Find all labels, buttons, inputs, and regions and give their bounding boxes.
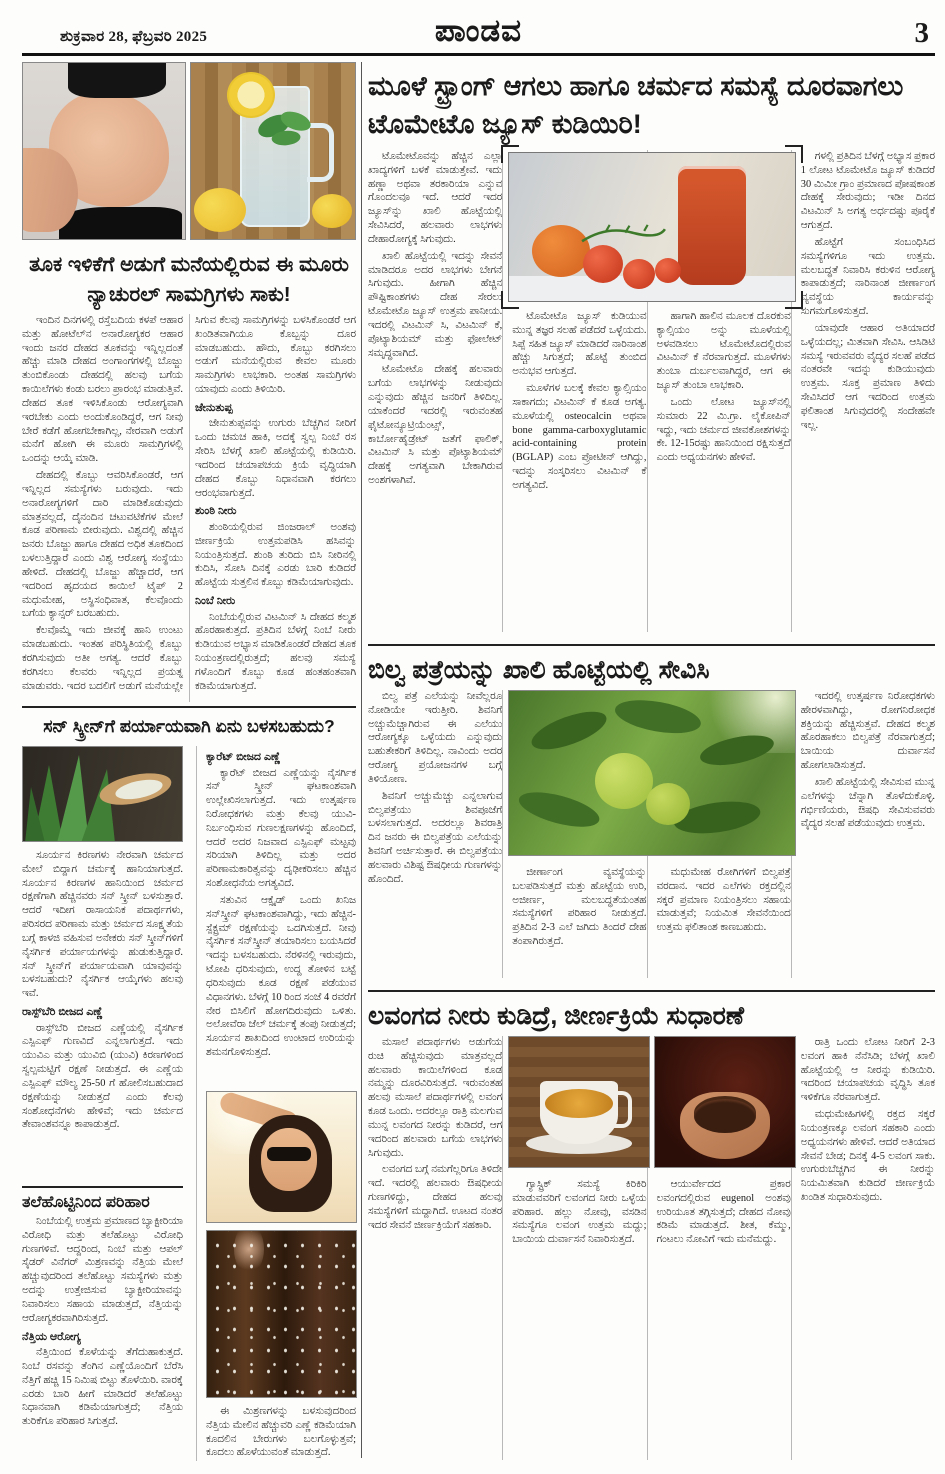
body-paragraph: ಮೂಳೆಗಳ ಬಲಕ್ಕೆ ಕೇವಲ ಕ್ಯಾಲ್ಸಿಯಂ ಸಾಕಾಗದು; ವಿಟಮಿನ್ ಕೆ ಕೂಡ ಅಗತ್ಯ. ಮೂಳೆಯಲ್ಲಿ osteocalcin ಅಥವಾ bone gamma-carboxyglutamic acid-containing protein (BGLAP) ಎಂಬ ಪ್ರೋಟೀನ್ ಆಗಿದ್ದು, ಇದನ್ನು ಸಂಸ್ಕರಿಸಲು ವಿಟಮಿನ್ ಕೆ ಅಗತ್ಯವಿದೆ. [512,383,647,491]
frame-corner-ornament [501,291,519,309]
cup-handle-shape [611,1091,632,1128]
dandruff-flakes-shape [207,1231,356,1397]
bilva-leaves-photo [508,690,796,856]
tomato-photo-frame [508,152,796,302]
tomato-col-1 [368,150,502,632]
bilva-col-4 [791,690,935,978]
bael-fruit-shape [646,783,690,825]
body-paragraph: ಶಿವನಿಗೆ ಅಚ್ಚುಮೆಚ್ಚು ಎನ್ನಲಾಗುವ ಬಿಲ್ವಪತ್ರೆಯು ಶಿವಪೂಜೆಗೆ ಬಳಸಲಾಗುತ್ತದೆ. ಅದರಲ್ಲೂ ಶಿವರಾತ್ರಿ ದಿನ ಜನರು ಈ ಬಿಲ್ವಪತ್ರೆಯ ಎಲೆಯನ್ನು ಶಿವನಿಗೆ ಅರ್ಚಿಸುತ್ತಾರೆ. ಈ ಬಿಲ್ವಪತ್ರೆಯು ಹಲವಾರು ವಿಶಿಷ್ಟ ಔಷಧೀಯ ಗುಣಗಳನ್ನು ಹೊಂದಿದೆ. [368,790,503,885]
section-vertical-divider [361,62,362,1458]
body-paragraph: ಖಾಲಿ ಹೊಟ್ಟೆಯಲ್ಲಿ ಸೇವಿಸುವ ಮುನ್ನ ಎಲೆಗಳನ್ನು ಚೆನ್ನಾಗಿ ತೊಳೆದುಕೊಳ್ಳಿ. ಗರ್ಭಿಣಿಯರು, ಔಷಧಿ ಸೇವಿಸುವವರು ವೈದ್ಯರ ಸಲಹೆ ಪಡೆಯುವುದು ಉತ್ತಮ. [800,776,935,830]
dandruff-text [22,1215,183,1463]
bilva-col-1 [368,690,502,978]
lemon-fruit-shape [194,188,246,232]
body-paragraph: ಜೇನುತುಪ್ಪವನ್ನು ಉಗುರು ಬೆಚ್ಚಗಿನ ನೀರಿಗೆ ಒಂದು ಚಮಚ ಹಾಕಿ, ಅದಕ್ಕೆ ಸ್ವಲ್ಪ ನಿಂಬೆ ರಸ ಸೇರಿಸಿ ಬೆಳಗ್ಗೆ ಖಾಲಿ ಹೊಟ್ಟೆಯಲ್ಲಿ ಕುಡಿಯಿರಿ. ಇದರಿಂದ ಚಯಾಪಚಯ ಕ್ರಿಯೆ ವೃದ್ಧಿಯಾಗಿ ದೇಹದ ಕೊಬ್ಬು ನಿಧಾನವಾಗಿ ಕರಗಲು ಆರಂಭವಾಗುತ್ತದೆ. [195,418,356,499]
body-paragraph: ಸತುವಿನ ಆಕ್ಸೈಡ್ ಒಂದು ಖನಿಜ ಸನ್‌ಸ್ಕ್ರೀನ್ ಘಟಕಾಂಶವಾಗಿದ್ದು, ಇದು ಹೆಚ್ಚಿನ-ಸ್ಪೆಕ್ಟ್ರಮ್ ರಕ್ಷಣೆಯನ್ನು ಒದಗಿಸುತ್ತದೆ. ನೀವು ನೈಸರ್ಗಿಕ ಸನ್‌ಸ್ಕ್ರೀನ್ ತಯಾರಿಸಲು ಬಯಸಿದರೆ ಇದನ್ನು ಬಳಸಬಹುದು. ನೆರಳಿನಲ್ಲಿ ಇರುವುದು, ಟೋಪಿ ಧರಿಸುವುದು, ಉದ್ದ ತೋಳಿನ ಬಟ್ಟೆ ಧರಿಸುವುದು ಕೂಡ ರಕ್ಷಣೆ ಪಡೆಯುವ ವಿಧಾನಗಳು. ಬೆಳಗ್ಗೆ 10 ರಿಂದ ಸಂಜೆ 4 ರವರೆಗೆ ನೇರ ಬಿಸಿಲಿಗೆ ಹೋಗದಿರುವುದು ಒಳಿತು. ಅಲೋವೆರಾ ಜೆಲ್ ಚರ್ಮಕ್ಕೆ ತಂಪು ನೀಡುತ್ತದೆ; ಸೂರ್ಯನ ಶಾಖದಿಂದ ಉಂಟಾದ ಉರಿಯನ್ನು ಶಮನಗೊಳಿಸುತ್ತದೆ. [206,894,356,1059]
tomato-shape [655,258,681,283]
body-paragraph: ಟೊಮೇಟೊ ಜ್ಯೂಸ್ ಕುಡಿಯುವ ಮುನ್ನ ತಜ್ಞರ ಸಲಹೆ ಪಡೆದರೆ ಒಳ್ಳೆಯದು. ಸಿಪ್ಪೆ ಸಹಿತ ಜ್ಯೂಸ್ ಮಾಡಿದರೆ ನಾರಿನಾಂಶ ಹೆಚ್ಚು ಸಿಗುತ್ತದೆ; ಹೊಟ್ಟೆ ತುಂಬಿದ ಅನುಭವ ಆಗುತ್ತದೆ. [512,311,647,378]
bilva-article-body [368,690,935,978]
body-paragraph: ಕ್ಯಾರೆಟ್ ಬೀಜದ ಎಣ್ಣೆಯನ್ನು ನೈಸರ್ಗಿಕ ಸನ್ ಸ್ಕ್ರೀನ್ ಘಟಕಾಂಶವಾಗಿ ಉಲ್ಲೇಖಿಸಲಾಗುತ್ತದೆ. ಇದು ಉತ್ಕರ್ಷಣ ನಿರೋಧಕಗಳು ಮತ್ತು ಕೆಲವು ಯುವಿ-ನಿರ್ಬಂಧಿಸುವ ಗುಣಲಕ್ಷಣಗಳನ್ನು ಹೊಂದಿದೆ, ಆದರೆ ಅದರ ನಿಜವಾದ ಎಸ್ಪಿಎಫ್ ಮಟ್ಟವು ಸರಿಯಾಗಿ ತಿಳಿದಿಲ್ಲ ಮತ್ತು ಅದರ ಪರಿಣಾಮಕಾರಿತ್ವವನ್ನು ದೃಢೀಕರಿಸಲು ಹೆಚ್ಚಿನ ಸಂಶೋಧನೆಯ ಅಗತ್ಯವಿದೆ. [206,767,356,890]
body-paragraph: ರಾತ್ರಿ ಒಂದು ಲೋಟ ನೀರಿಗೆ 2-3 ಲವಂಗ ಹಾಕಿ ನೆನೆಸಿಡಿ; ಬೆಳಗ್ಗೆ ಖಾಲಿ ಹೊಟ್ಟೆಯಲ್ಲಿ ಆ ನೀರನ್ನು ಕುಡಿಯಿರಿ. ಇದರಿಂದ ಚಯಾಪಚಯ ವೃದ್ಧಿಸಿ ತೂಕ ಇಳಿಕೆಗೂ ನೆರವಾಗುತ್ತದೆ. [800,1037,935,1104]
weight-article-headline: ತೂಕ ಇಳಿಕೆಗೆ ಅಡುಗೆ ಮನೆಯಲ್ಲಿರುವ ಈ ಮೂರು ನ್ಯಾಚುರಲ್ ಸಾಮಗ್ರಿಗಳು ಸಾಕು! [29,253,349,306]
belly-fat-photo [22,62,186,240]
sun-protection-photo [206,1091,357,1223]
tea-liquid-shape [545,1089,612,1118]
body-paragraph: ನಿಂಬೆಯಲ್ಲಿರುವ ವಿಟಮಿನ್ ಸಿ ದೇಹದ ಕಲ್ಮಶ ಹೊರಹಾಕುತ್ತದೆ. ಪ್ರತಿದಿನ ಬೆಳಗ್ಗೆ ನಿಂಬೆ ನೀರು ಕುಡಿಯುವ ಅಭ್ಯಾಸ ಮಾಡಿಕೊಂಡರೆ ದೇಹದ ತೂಕ ನಿಯಂತ್ರಣದಲ್ಲಿರುತ್ತದೆ; ಹಲವು ಸಮಸ್ಯೆ ಗಳೊಂದಿಗೆ ಕೊಬ್ಬು ಕೂಡ ಹಂತಹಂತವಾಗಿ ಕಡಿಮೆಯಾಗುತ್ತದೆ. [195,611,356,692]
tomato-juice-photo [508,152,796,302]
masthead [22,0,935,52]
frame-corner-ornament [501,145,519,163]
mint-leaves-shape [250,102,322,155]
frame-corner-ornament [785,291,803,309]
black-top-band-shape [68,62,165,98]
sub-heading: ಜೇನುತುಪ್ಪ [195,401,233,414]
clove-col-1 [368,1036,502,1460]
sub-heading: ನೆತ್ತಿಯ ಆರೋಗ್ಯ [22,1330,81,1343]
body-paragraph: ಟೊಮೇಟೊ ದೇಹಕ್ಕೆ ಹಲವಾರು ಬಗೆಯ ಲಾಭಗಳನ್ನು ನೀಡುವುದು ಎನ್ನುವುದು ಹೆಚ್ಚಿನ ಜನರಿಗೆ ತಿಳಿದಿಲ್ಲ. ಯಾಕೆಂದರೆ ಇದರಲ್ಲಿ ಇರುವಂತಹ ಫೈಟೋನ್ಯೂಟ್ರಿಯೆಂಟ್ಸ್, ಕಾರ್ಬೋಹೈಡ್ರೇಟ್ ಜತೆಗೆ ಫಾಲಿಕ್, ವಿಟಮಿನ್ ಸಿ ಮತ್ತು ಪೊಟ್ಯಾಶಿಯಮ್ ದೇಹಕ್ಕೆ ಅಗತ್ಯವಾಗಿ ಬೇಕಾಗಿರುವ ಅಂಶಗಳಾಗಿವೆ. [368,364,503,487]
body-paragraph: ಖಾಲಿ ಹೊಟ್ಟೆಯಲ್ಲಿ ಇದನ್ನು ಸೇವನೆ ಮಾಡಿದರೂ ಅದರ ಲಾಭಗಳು ಬೇಗನೆ ಸಿಗುವುದು. ಹೀಗಾಗಿ ಹೆಚ್ಚಿನ ಪೌಷ್ಟಿಕಾಂಶಗಳು ದೇಹ ಸೇರಲು ಟೊಮೇಟೊ ಜ್ಯೂಸ್ ಉತ್ತಮ ಪಾನೀಯ. ಇದರಲ್ಲಿ ವಿಟಮಿನ್ ಸಿ, ವಿಟಮಿನ್ ಕೆ, ಪೊಟ್ಯಾಶಿಯಮ್ ಮತ್ತು ಫೋಲೇಟ್ ಸಮೃದ್ಧವಾಗಿದೆ. [368,250,503,359]
lemon-water-photo [190,62,356,240]
weight-article-body [22,314,356,702]
sub-heading: ಕ್ಯಾರೆಟ್ ಬೀಜದ ಎಣ್ಣೆ [206,751,281,763]
sub-heading: ನಿಂಬೆ ನೀರು [195,595,236,608]
sunglasses-shape [267,1147,312,1161]
body-paragraph: ಇದರಲ್ಲಿ ಉತ್ಕರ್ಷಣ ನಿರೋಧಕಗಳು ಹೇರಳವಾಗಿದ್ದು, ರೋಗನಿರೋಧಕ ಶಕ್ತಿಯನ್ನು ಹೆಚ್ಚಿಸುತ್ತವೆ. ದೇಹದ ಕಲ್ಮಶ ಹೊರಹಾಕಲು ಬಿಲ್ವಪತ್ರೆ ನೆರವಾಗುತ್ತದೆ; ಬಾಯಿಯ ದುರ್ವಾಸನೆ ಹೋಗಲಾಡಿಸುತ್ತದೆ. [800,691,935,772]
body-paragraph: ಲವಂಗದ ಬಗ್ಗೆ ನಮಗೆಲ್ಲರಿಗೂ ತಿಳಿದೇ ಇದೆ. ಇದರಲ್ಲಿ ಹಲವಾರು ಔಷಧೀಯ ಗುಣಗಳಿದ್ದು, ದೇಹದ ಹಲವು ಸಮಸ್ಯೆಗಳಿಗೆ ಮದ್ದಾಗಿದೆ. ಊಟದ ನಂತರ ಇದರ ಸೇವನೆ ಜೀರ್ಣಕ್ರಿಯೆಗೆ ಸಹಕಾರಿ. [368,1164,503,1231]
juice-glass-shape [678,166,747,284]
clove-article-headline: ಲವಂಗದ ನೀರು ಕುಡಿದ್ರೆ, ಜೀರ್ಣಕ್ರಿಯೆ ಸುಧಾರಣೆ [368,990,935,1038]
clove-pile-shape [694,1099,756,1133]
body-paragraph: ಗಳಲ್ಲಿ ಪ್ರತಿದಿನ ಬೆಳಗ್ಗೆ ಅಭ್ಯಾಸ ಪ್ರಕಾರ 1 ಲೋಟ ಟೊಮೇಟೊ ಜ್ಯೂಸ್ ಕುಡಿದರೆ 30 ಮಿಮೀ ಗ್ರಾಂ ಪ್ರಮಾಣದ ಪೋಷಕಾಂಶ ದೇಹಕ್ಕೆ ಸೇರುವುದು; ಇಡೀ ದಿನದ ವಿಟಮಿನ್ ಸಿ ಅಗತ್ಯ ಅರ್ಧದಷ್ಟು ಪೂರೈಕೆ ಆಗುತ್ತದೆ. [800,151,935,232]
body-paragraph: ದೇಹದಲ್ಲಿ ಕೊಬ್ಬು ಆವರಿಸಿಕೊಂಡರೆ, ಆಗ ಇನ್ನಿಲ್ಲದ ಸಮಸ್ಯೆಗಳು ಬರುವುದು. ಇದು ಅನಾರೋಗ್ಯಗಳಿಗೆ ದಾರಿ ಮಾಡಿಕೊಡುವುದು ಮಾತ್ರವಲ್ಲದೆ, ದೈನಂದಿನ ಚಟುವಟಿಕೆಗಳ ಮೇಲೆ ಕೂಡ ಪರಿಣಾಮ ಬೀರುವುದು. ವಿಶ್ವದಲ್ಲಿ ಹೆಚ್ಚಿನ ಜನರು ಬೊಜ್ಜು ಹಾಗೂ ದೇಹದ ಅಧಿಕ ತೂಕದಿಂದ ಬಳಲುತ್ತಿದ್ದಾರೆ ಎಂದು ವಿಶ್ವ ಆರೋಗ್ಯ ಸಂಸ್ಥೆಯು ಹೇಳಿದೆ. ದೇಹದಲ್ಲಿ ಬೊಜ್ಜು ಹೆಚ್ಚಾದರೆ, ಆಗ ಇದರಿಂದ ಹೃದಯದ ಕಾಯಿಲೆ ಟೈಪ್ 2 ಮಧುಮೇಹ, ಅಸ್ಥಿಸಂಧಿವಾತ, ಕೆಲವೊಂದು ಬಗೆಯ ಕ್ಯಾನ್ಸರ್ ಬರಬಹುದು. [22,470,183,620]
masthead-date: ಶುಕ್ರವಾರ 28, ಫೆಬ್ರವರಿ 2025 [60,29,208,45]
tomato-vine-shape [572,224,675,245]
page-number: 3 [914,17,929,49]
body-paragraph: ಮಧುಮೇಹ ರೋಗಿಗಳಿಗೆ ಬಿಲ್ವಪತ್ರೆ ವರದಾನ. ಇದರ ಎಲೆಗಳು ರಕ್ತದಲ್ಲಿನ ಸಕ್ಕರೆ ಪ್ರಮಾಣ ನಿಯಂತ್ರಿಸಲು ಸಹಾಯ ಮಾಡುತ್ತವೆ; ನಿಯಮಿತ ಸೇವನೆಯಿಂದ ಉತ್ತಮ ಫಲಿತಾಂಶ ಕಾಣಬಹುದು. [656,867,791,934]
body-paragraph: ನೆತ್ತಿಯಿಂದ ಕೊಳೆಯನ್ನು ತೆಗೆದುಹಾಕುತ್ತದೆ. ನಿಂಬೆ ರಸವನ್ನು ತೆಂಗಿನ ಎಣ್ಣೆಯೊಂದಿಗೆ ಬೆರೆಸಿ ನೆತ್ತಿಗೆ ಹಚ್ಚಿ 15 ನಿಮಿಷ ಬಿಟ್ಟು ತೊಳೆಯಿರಿ. ವಾರಕ್ಕೆ ಎರಡು ಬಾರಿ ಹೀಗೆ ಮಾಡಿದರೆ ತಲೆಹೊಟ್ಟು ನಿಧಾನವಾಗಿ ಕಡಿಮೆಯಾಗುತ್ತದೆ; ನೆತ್ತಿಯ ತುರಿಕೆಗೂ ಪರಿಹಾರ ಸಿಗುತ್ತದೆ. [22,1347,183,1428]
body-paragraph: ಈ ಮಿಶ್ರಣಗಳನ್ನು ಬಳಸುವುದರಿಂದ ನೆತ್ತಿಯ ಮೇಲಿನ ಹೆಚ್ಚುವರಿ ಎಣ್ಣೆ ಕಡಿಮೆಯಾಗಿ ಕೂದಲಿನ ಬೇರುಗಳು ಬಲಗೊಳ್ಳುತ್ತವೆ; ಕೂದಲು ಹೊಳೆಯುವಂತೆ ಮಾಡುತ್ತದೆ. [206,1406,356,1459]
body-paragraph: ಇಂದಿನ ದಿನಗಳಲ್ಲಿ ರಸ್ತೆಬದಿಯ ಕಳಪೆ ಆಹಾರ ಮತ್ತು ಹೋಟೆಲ್‌ನ ಅನಾರೋಗ್ಯಕರ ಆಹಾರ ಇಂದು ಜನರ ದೇಹದ ತೂಕವನ್ನು ಇನ್ನಿಲ್ಲದಂತೆ ಹೆಚ್ಚು ಮಾಡಿ ದೇಹದ ಅಂಗಾಂಗಗಳಲ್ಲಿ ಬೊಜ್ಜು ತುಂಬಿಕೊಂಡು ದೇಹದಲ್ಲಿ ಹಲವು ಬಗೆಯ ಕಾಯಿಲೆಗಳು ಕಂಡು ಬರಲು ಪ್ರಾರಂಭ ಮಾಡುತ್ತಿವೆ. ದೇಹದ ತೂಕ ಇಳಿಸಿಕೊಂಡು ಆರೋಗ್ಯವಾಗಿ ಇರಬೇಕು ಎಂದು ಅಂದುಕೊಂಡಿದ್ದರೆ, ಆಗ ನೀವು ಬೇರೆ ಕಡೆಗೆ ಹೋಗಬೇಕಾಗಿಲ್ಲ, ನೇರವಾಗಿ ಅಡುಗೆ ಮನೆಗೆ ಹೋಗಿ ಈ ಮೂರು ಸಾಮಗ್ರಿಗಳಲ್ಲಿ ಒಂದನ್ನು ಆಯ್ಕೆ ಮಾಡಿ. [22,315,183,465]
left-section [22,62,356,1458]
body-paragraph: ಮಸಾಲೆ ಪದಾರ್ಥಗಳು ಅಡುಗೆಯ ರುಚಿ ಹೆಚ್ಚಿಸುವುದು ಮಾತ್ರವಲ್ಲದೆ ಹಲವಾರು ಕಾಯಿಲೆಗಳಿಂದ ಕೂಡ ನಮ್ಮನ್ನು ದೂರವಿರಿಸುತ್ತದೆ. ಇರುವಂತಹ ಹಲವು ಮಸಾಲೆ ಪದಾರ್ಥಗಳಲ್ಲಿ ಲವಂಗ ಕೂಡ ಒಂದು. ಅದರಲ್ಲೂ ರಾತ್ರಿ ಮಲಗುವ ಮುನ್ನ ಲವಂಗದ ನೀರನ್ನು ಕುಡಿದರೆ, ಆಗ ಇದರಿಂದ ಹಲವಾರು ಬಗೆಯ ಲಾಭಗಳು ಸಿಗುವುದು. [368,1037,503,1159]
body-paragraph: ಆಯುರ್ವೇದದ ಪ್ರಕಾರ ಲವಂಗದಲ್ಲಿರುವ eugenol ಅಂಶವು ಉರಿಯೂತ ತಗ್ಗಿಸುತ್ತದೆ; ದೇಹದ ನೋವು ಕಡಿಮೆ ಮಾಡುತ್ತದೆ. ಶೀತ, ಕೆಮ್ಮು, ಗಂಟಲು ನೋವಿಗೆ ಇದು ಮನೆಮದ್ದು. [656,1179,791,1246]
body-paragraph: ಗ್ಯಾಸ್ಟ್ರಿಕ್ ಸಮಸ್ಯೆ ಕಿರಿಕಿರಿ ಮಾಡುವವರಿಗೆ ಲವಂಗದ ನೀರು ಒಳ್ಳೆಯ ಪರಿಹಾರ. ಹಲ್ಲು ನೋವು, ವಸಡಿನ ಸಮಸ್ಯೆಗೂ ಲವಂಗ ಉತ್ತಮ ಮದ್ದು; ಬಾಯಿಯ ದುರ್ವಾಸನೆ ನಿವಾರಿಸುತ್ತದೆ. [512,1179,647,1246]
body-paragraph: ನಿಂಬೆಯಲ್ಲಿ ಉತ್ತಮ ಪ್ರಮಾಣದ ಬ್ಯಾಕ್ಟೀರಿಯಾ ವಿರೋಧಿ ಮತ್ತು ತಲೆಹೊಟ್ಟು ವಿರೋಧಿ ಗುಣಗಳಿವೆ. ಆದ್ದರಿಂದ, ನಿಂಬೆ ಮತ್ತು ಆಪಲ್ ಸೈಡರ್ ವಿನೆಗರ್ ಮಿಶ್ರಣವನ್ನು ನೆತ್ತಿಯ ಮೇಲೆ ಹಚ್ಚುವುದರಿಂದ ತಲೆಹೊಟ್ಟು ಸಮಸ್ಯೆಗಳು ಮತ್ತು ಅದನ್ನು ಉತ್ತೇಜಿಸುವ ಬ್ಯಾಕ್ಟೀರಿಯಾವನ್ನು ನಿವಾರಿಸಲು ಸಹಾಯ ಮಾಡುತ್ತದೆ, ನೆತ್ತಿಯನ್ನು ಆರೋಗ್ಯಕರವಾಗಿರಿಸುತ್ತದೆ. [22,1216,183,1324]
body-paragraph: ಒಂದು ಲೋಟ ಜ್ಯೂಸ್‌ನಲ್ಲಿ ಸುಮಾರು 22 ಮಿ.ಗ್ರಾ. ಲೈಕೋಪಿನ್ ಇದ್ದು, ಇದು ಚರ್ಮದ ಜೀವಕೋಶಗಳನ್ನು ಕೇ. 12-15ರಷ್ಟು ಹಾನಿಯಿಂದ ರಕ್ಷಿಸುತ್ತದೆ ಎಂದು ಅಧ್ಯಯನಗಳು ಹೇಳಿವೆ. [656,396,791,464]
black-bottom-band-shape [59,207,182,240]
body-paragraph: ಬಿಲ್ವ ಪತ್ರೆ ಎಲೆಯನ್ನು ನೀವೆಲ್ಲರೂ ನೋಡಿಯೇ ಇರುತ್ತೀರಿ. ಶಿವನಿಗೆ ಅಚ್ಚುಮೆಚ್ಚಾಗಿರುವ ಈ ಎಲೆಯು ಆರೋಗ್ಯಕ್ಕೂ ಒಳ್ಳೆಯದು ಎನ್ನುವುದು ಬಹುತೇಕರಿಗೆ ತಿಳಿದಿಲ್ಲ. ನಾವಿಂದು ಅದರ ಆರೋಗ್ಯ ಪ್ರಯೋಜನಗಳ ಬಗ್ಗೆ ತಿಳಿಯೋಣ. [368,691,503,785]
clove-col-4 [791,1036,935,1460]
weight-article-photos [22,62,356,240]
dandruff-hair-photo [206,1230,357,1398]
body-paragraph: ಯಾವುದೇ ಆಹಾರ ಅತಿಯಾದರೆ ಒಳ್ಳೆಯದಲ್ಲ; ಮಿತವಾಗಿ ಸೇವಿಸಿ. ಆಸಿಡಿಟಿ ಸಮಸ್ಯೆ ಇರುವವರು ವೈದ್ಯರ ಸಲಹೆ ಪಡೆದ ನಂತರವೇ ಇದನ್ನು ಕುಡಿಯುವುದು ಉತ್ತಮ. ಸೂಕ್ತ ಪ್ರಮಾಣ ತಿಳಿದು ಸೇವಿಸಿದರೆ ಆಗ ಇದರಿಂದ ಉತ್ತಮ ಫಲಿತಾಂಶ ಸಿಗುವುದರಲ್ಲಿ ಸಂದೇಹವೇ ಇಲ್ಲ. [800,322,935,431]
right-section [368,62,935,1462]
dandruff-right-text [206,1405,356,1461]
clove-article-body [368,1036,935,1460]
cloves-in-hands-photo [654,1036,796,1168]
body-paragraph: ಹಾಗಾಗಿ ಹಾಲಿನ ಮೂಲಕ ದೊರಕುವ ಕ್ಯಾಲ್ಸಿಯಂ ಅನ್ನು ಮೂಳೆಯಲ್ಲಿ ಅಳವಡಿಸಲು ಟೊಮೇಟೊದಲ್ಲಿರುವ ವಿಟಮಿನ್ ಕೆ ನೆರವಾಗುತ್ತದೆ. ಮೂಳೆಗಳು ತುಂಬಾ ದುರ್ಬಲವಾಗಿದ್ದರೆ, ಆಗ ಈ ಜ್ಯೂಸ್ ತುಂಬಾ ಲಾಭಕಾರಿ. [656,311,791,392]
sunscreen-left-text [22,849,183,1181]
lemon-wedge-shape [312,194,352,228]
sunscreen-left-column [22,746,183,1463]
tomato-col-4 [791,150,935,632]
body-paragraph: ಸೂರ್ಯನ ಕಿರಣಗಳು ನೇರವಾಗಿ ಚರ್ಮದ ಮೇಲೆ ಬಿದ್ದಾಗ ಚರ್ಮಕ್ಕೆ ಹಾನಿಯಾಗುತ್ತದೆ. ಸೂರ್ಯನ ಕಿರಣಗಳ ಹಾನಿಯಿಂದ ಚರ್ಮದ ರಕ್ಷಣೆಗಾಗಿ ಹೆಚ್ಚಿನವರು ಸನ್ ಸ್ಕ್ರೀನ್ ಬಳಸುತ್ತಾರೆ. ಆದರೆ ಇದೀಗ ರಾಸಾಯನಿಕ ಪದಾರ್ಥಗಳು, ಪರಿಸರದ ಪರಿಣಾಮ ಮತ್ತು ಚರ್ಮದ ಸೂಕ್ಷ್ಮತೆಯ ಬಗ್ಗೆ ಕಾಳಜಿ ವಹಿಸುವ ಅನೇಕರು ಸನ್ ಸ್ಕ್ರೀನ್‌ಗಳಿಗೆ ನೈಸರ್ಗಿಕ ಪರ್ಯಾಯಗಳನ್ನು ಹುಡುಕುತ್ತಿದ್ದಾರೆ. ಸನ್ ಸ್ಕ್ರೀನ್‌ಗೆ ಪರ್ಯಾಯವಾಗಿ ಯಾವುವನ್ನು ಬಳಸಬಹುದು? ನೈಸರ್ಗಿಕ ಆಯ್ಕೆಗಳು ಹಲವು ಇವೆ. [22,850,183,1000]
body-paragraph: ಟೊಮೇಟೊವನ್ನು ಹೆಚ್ಚಿನ ಎಲ್ಲಾ ಖಾದ್ಯಗಳಿಗೆ ಬಳಕೆ ಮಾಡುತ್ತೇವೆ. ಇದು ಹಣ್ಣಾ ಅಥವಾ ತರಕಾರಿಯಾ ಎನ್ನುವ ಗೊಂದಲವೂ ಇದೆ. ಆದರೆ ಇದರ ಜ್ಯೂಸ್‌ನ್ನು ಖಾಲಿ ಹೊಟ್ಟೆಯಲ್ಲಿ ಸೇವಿಸಿದರೆ, ಹಲವಾರು ಲಾಭಗಳು ದೇಹಾರೋಗ್ಯಕ್ಕೆ ಸಿಗುವುದು. [368,151,503,245]
masthead-rule [22,53,935,56]
body-paragraph: ಕೆಲವೊಮ್ಮೆ ಇದು ಜೀವಕ್ಕೆ ಹಾನಿ ಉಂಟು ಮಾಡಬಹುದು. ಇಂತಹ ಪರಿಸ್ಥಿತಿಯಲ್ಲಿ ಕೊಬ್ಬು ಕರಗಿಸುವುದು ಅತೀ ಅಗತ್ಯ. ಆದರೆ ಕೊಬ್ಬು ಕರಗಿಸಲು ಕೆಲವರು ಇನ್ನಿಲ್ಲದ ಪ್ರಯತ್ನ ಮಾಡುವರು. ಇದರ ಬದಲಿಗೆ ಅಡುಗೆ ಮನೆಯಲ್ಲೇ ಸಿಗುವ ಕೆಲವು ಸಾಮಗ್ರಿಗಳನ್ನು ಬಳಸಿಕೊಂಡರೆ ಆಗ ಖಂಡಿತವಾಗಿಯೂ ಕೊಬ್ಬನ್ನು ದೂರ ಮಾಡಬಹುದು. ಹೌದು, ಕೊಬ್ಬು ಕರಗಿಸಲು ಅಡುಗೆ ಮನೆಯಲ್ಲಿರುವ ಕೇವಲ ಮೂರು ಸಾಮಗ್ರಿಗಳು ಲಾಭಕಾರಿ. ಅಂತಹ ಸಾಮಗ್ರಿಗಳು ಯಾವುದು ಎಂದು ತಿಳಿಯಿರಿ. [22,315,356,692]
bael-fruit-shape [595,753,653,809]
tomato-article-headline: ಮೂಳೆ ಸ್ಟ್ರಾಂಗ್ ಆಗಲು ಹಾಗೂ ಚರ್ಮದ ಸಮಸ್ಯೆ ದೂರವಾಗಲು ಟೊಮೇಟೊ ಜ್ಯೂಸ್ ಕುಡಿಯಿರಿ! [368,71,904,139]
frame-corner-ornament [785,145,803,163]
body-paragraph: ಹೊಟ್ಟೆಗೆ ಸಂಬಂಧಿಸಿದ ಸಮಸ್ಯೆಗಳಿಗೂ ಇದು ಉತ್ತಮ. ಮಲಬದ್ಧತೆ ನಿವಾರಿಸಿ ಕರುಳಿನ ಆರೋಗ್ಯ ಕಾಪಾಡುತ್ತದೆ; ನಾರಿನಾಂಶ ಜೀರ್ಣಾಂಗ ವ್ಯವಸ್ಥೆಯ ಕಾರ್ಯವನ್ನು ಸುಗಮಗೊಳಿಸುತ್ತದೆ. [800,236,935,318]
sunscreen-article-body [22,746,356,1458]
body-paragraph: ರಾಸ್ಪ್‌ಬೆರಿ ಬೀಜದ ಎಣ್ಣೆಯಲ್ಲಿ ನೈಸರ್ಗಿಕ ಎಸ್ಪಿಎಫ್ ಗುಣವಿದೆ ಎನ್ನಲಾಗುತ್ತದೆ. ಇದು ಯುವಿಎ ಮತ್ತು ಯುವಿಬಿ (ಯುವಿ) ಕಿರಣಗಳಿಂದ ಸ್ವಲ್ಪಮಟ್ಟಿಗೆ ರಕ್ಷಣೆ ನೀಡುತ್ತದೆ. ಈ ಎಣ್ಣೆಯ ಎಸ್ಪಿಎಫ್ ಮೌಲ್ಯ 25-50 ಗೆ ಹೋಲಿಸಬಹುದಾದ ರಕ್ಷಣೆಯನ್ನು ನೀಡುತ್ತದೆ ಎಂದು ಕೆಲವು ಸಂಶೋಧನೆಗಳು ಹೇಳಿವೆ; ಇದು ಚರ್ಮದ ತೇವಾಂಶವನ್ನೂ ಕಾಪಾಡುತ್ತದೆ. [22,1022,183,1131]
tomato-article-body [368,150,935,632]
body-paragraph: ಶುಂಠಿಯಲ್ಲಿರುವ ಜಿಂಜರಾಲ್ ಅಂಶವು ಜೀರ್ಣಕ್ರಿಯೆ ಉತ್ತಮಪಡಿಸಿ ಹಸಿವನ್ನು ನಿಯಂತ್ರಿಸುತ್ತದೆ. ಶುಂಠಿ ತುರಿದು ಬಿಸಿ ನೀರಿನಲ್ಲಿ ಕುದಿಸಿ, ಸೋಸಿ ದಿನಕ್ಕೆ ಎರಡು ಬಾರಿ ಕುಡಿದರೆ ಹೊಟ್ಟೆಯ ಸುತ್ತಲಿನ ಕೊಬ್ಬು ಕಡಿಮೆಯಾಗುವುದು. [195,521,356,589]
sunscreen-article-headline: ಸನ್ ಸ್ಕ್ರೀನ್‌ಗೆ ಪರ್ಯಾಯವಾಗಿ ಏನು ಬಳಸಬಹುದು? [22,706,356,741]
dandruff-headline: ತಲೆಹೊಟ್ಟಿನಿಂದ ಪರಿಹಾರ [22,1186,183,1215]
masthead-title: ಪಾಂಡವ [434,13,523,48]
aloe-vera-photo [22,746,183,842]
sub-heading: ರಾಸ್ಪ್‌ಬೆರಿ ಬೀಜದ ಎಣ್ಣೆ [22,1006,103,1019]
bilva-article-headline: ಬಿಲ್ವ ಪತ್ರೆಯನ್ನು ಖಾಲಿ ಹೊಟ್ಟೆಯಲ್ಲಿ ಸೇವಿಸಿ [368,644,935,692]
body-paragraph: ಮಧುಮೇಹಿಗಳಲ್ಲಿ ರಕ್ತದ ಸಕ್ಕರೆ ನಿಯಂತ್ರಣಕ್ಕೂ ಲವಂಗ ಸಹಕಾರಿ ಎಂದು ಅಧ್ಯಯನಗಳು ಹೇಳಿವೆ. ಆದರೆ ಅತಿಯಾದ ಸೇವನೆ ಬೇಡ; ದಿನಕ್ಕೆ 4-5 ಲವಂಗ ಸಾಕು. ಉಗುರುಬೆಚ್ಚಗಿನ ಈ ನೀರನ್ನು ನಿಯಮಿತವಾಗಿ ಕುಡಿದರೆ ಜೀರ್ಣಕ್ರಿಯೆ ಖಂಡಿತ ಸುಧಾರಿಸುವುದು. [800,1109,935,1204]
clove-columns [368,1036,935,1460]
clove-tea-photo [508,1036,650,1168]
sub-heading: ಶುಂಠಿ ನೀರು [195,505,237,518]
body-paragraph: ಜೀರ್ಣಾಂಗ ವ್ಯವಸ್ಥೆಯನ್ನು ಬಲಪಡಿಸುತ್ತದೆ ಮತ್ತು ಹೊಟ್ಟೆಯ ಉರಿ, ಅಜೀರ್ಣ, ಮಲಬದ್ಧತೆಯಂತಹ ಸಮಸ್ಯೆಗಳಿಗೆ ಪರಿಹಾರ ನೀಡುತ್ತದೆ. ಪ್ರತಿದಿನ 2-3 ಎಲೆ ಜಗಿದು ತಿಂದರೆ ದೇಹ ತಂಪಾಗಿರುತ್ತದೆ. [512,867,647,948]
sunscreen-right-text [206,746,356,1084]
sunscreen-right-column [196,746,356,1461]
